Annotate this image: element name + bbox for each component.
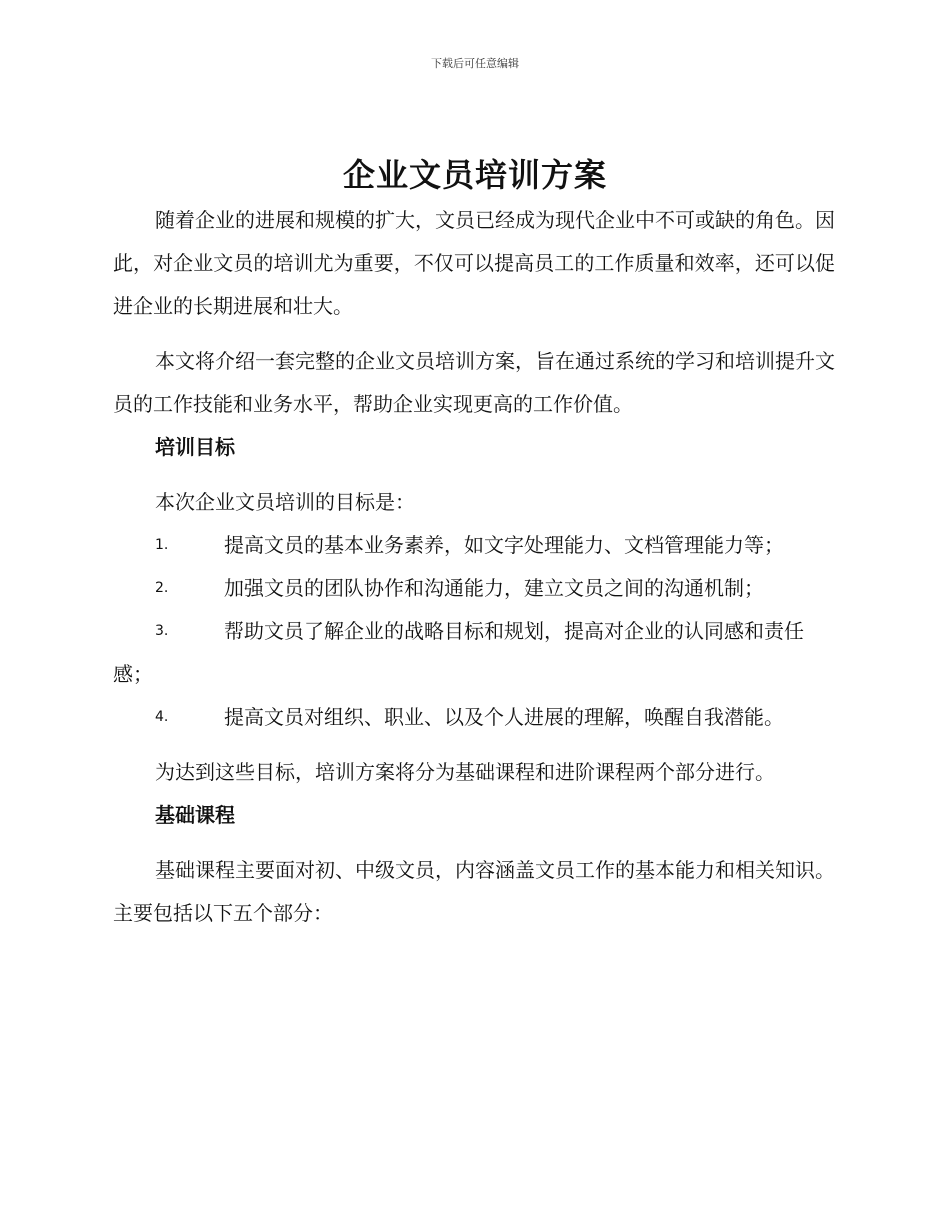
list-number: 1. (155, 537, 169, 553)
basic-courses-lead-paragraph: 基础课程主要面对初、中级文员，内容涵盖文员工作的基本能力和相关知识。主要包括以下五个部分： (113, 858, 835, 925)
intro-paragraph-2: 本文将介绍一套完整的企业文员培训方案，旨在通过系统的学习和培训提升文员的工作技能和业务水平，帮助企业实现更高的工作价值。 (113, 349, 835, 416)
list-item (113, 696, 835, 739)
list-item-text: 帮助文员了解企业的战略目标和规划，提高对企业的认同感和责任感； (113, 619, 804, 686)
list-number: 2. (155, 580, 169, 596)
goals-closing-paragraph: 为达到这些目标，培训方案将分为基础课程和进阶课程两个部分进行。 (155, 760, 775, 784)
list-item-text: 提高文员的基本业务素养，如文字处理能力、文档管理能力等； (224, 533, 784, 557)
list-item (113, 524, 835, 567)
list-number: 4. (155, 709, 169, 725)
list-number: 3. (155, 623, 169, 639)
list-item (113, 567, 835, 610)
list-item-text: 提高文员对组织、职业、以及个人进展的理解，唤醒自我潜能。 (224, 705, 784, 729)
document-body (113, 199, 835, 935)
intro-paragraph-1: 随着企业的进展和规模的扩大，文员已经成为现代企业中不可或缺的角色。因此，对企业文员的培训尤为重要，不仅可以提高员工的工作质量和效率，还可以促进企业的长期进展和壮大。 (113, 208, 835, 318)
section-heading-goals: 培训目标 (155, 435, 235, 459)
goals-lead-paragraph: 本次企业文员培训的目标是： (155, 490, 415, 514)
header-note: 下载后可任意编辑 (431, 57, 519, 70)
list-item-text: 加强文员的团队协作和沟通能力，建立文员之间的沟通机制； (224, 576, 764, 600)
list-item (113, 610, 835, 696)
document-title: 企业文员培训方案 (342, 156, 607, 194)
section-heading-basic-courses: 基础课程 (155, 803, 235, 827)
